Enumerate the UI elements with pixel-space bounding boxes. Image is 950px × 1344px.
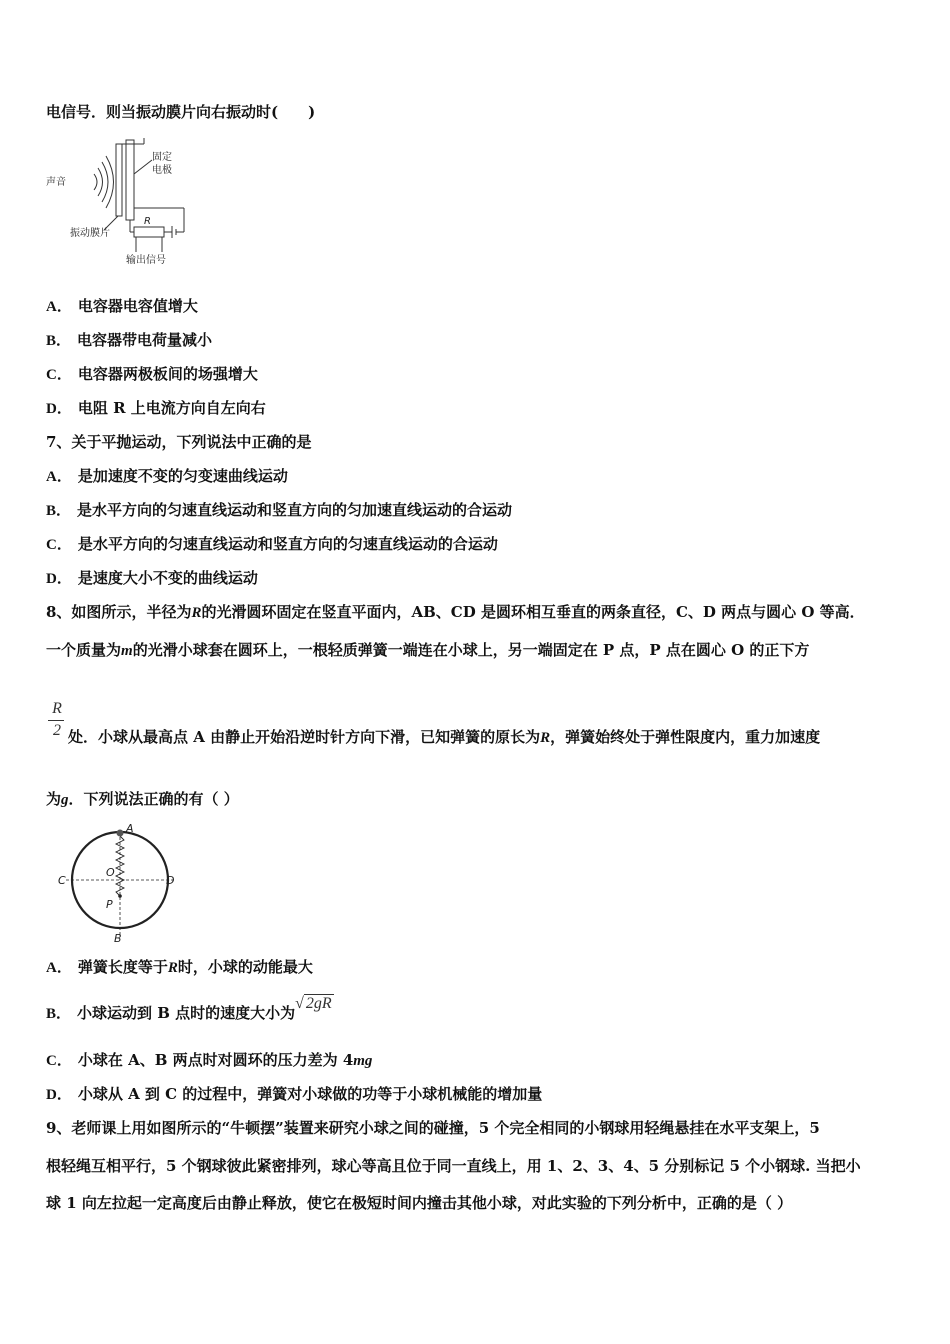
label-membrane: 振动膜片 xyxy=(70,228,110,239)
ring-spring-diagram xyxy=(54,818,188,946)
q8-option-d: D． 小球从 A 到 C 的过程中，弹簧对小球做的功等于小球机械能的增加量 xyxy=(46,1085,543,1103)
label-fixed-1: 固定 xyxy=(152,152,172,163)
q8-option-a: A． 弹簧长度等于R时，小球的动能最大 xyxy=(46,958,313,976)
sqrt-2gr: √ 2gR xyxy=(295,995,332,1012)
label-sound: 声音 xyxy=(46,177,66,188)
q9-stem-line3: 球 1 向左拉起一定高度后由静止释放，使它在极短时间内撞击其他小球，对此实验的下列分析中，正确的是（ ） xyxy=(46,1194,793,1212)
ball-at-a xyxy=(117,830,124,837)
q6-option-a: A． 电容器电容值增大 xyxy=(46,297,198,315)
q7-option-b: B． 是水平方向的匀速直线运动和竖直方向的匀加速直线运动的合运动 xyxy=(46,501,513,519)
q9-stem-line1: 9、老师课上用如图所示的“牛顿摆”装置来研究小球之间的碰撞，5 个完全相同的小钢球用轻绳悬挂在水平支架上，5 xyxy=(46,1119,820,1137)
q8-stem-line1: 8、如图所示，半径为R的光滑圆环固定在竖直平面内，AB、CD 是圆环相互垂直的两条直径，C、D 两点与圆心 O 等高． xyxy=(46,603,865,621)
microphone-diagram xyxy=(44,134,194,270)
q7-option-d: D． 是速度大小不变的曲线运动 xyxy=(46,569,258,587)
label-d: D xyxy=(166,874,175,887)
label-c: C xyxy=(58,874,66,887)
q7-stem: 7、关于平抛运动，下列说法中正确的是 xyxy=(46,433,312,451)
label-o: O xyxy=(106,866,115,879)
label-R: R xyxy=(144,216,151,227)
q6-stem: 电信号．则当振动膜片向右振动时( ) xyxy=(46,103,316,121)
fraction-r-over-2: R 2 xyxy=(46,700,68,740)
label-a: A xyxy=(126,822,134,835)
label-output: 输出信号 xyxy=(126,255,166,266)
q8-option-c: C． 小球在 A、B 两点时对圆环的压力差为 4mg xyxy=(46,1051,373,1069)
q8-stem-line3: 处．小球从最高点 A 由静止开始沿逆时针方向下滑，已知弹簧的原长为R，弹簧始终处于弹性限度内，重力加速度 xyxy=(68,728,821,746)
label-p: P xyxy=(106,898,113,911)
q8-stem-line2: 一个质量为m的光滑小球套在圆环上，一根轻质弹簧一端连在小球上，另一端固定在 P 点，P 点在圆心 O 的正下方 xyxy=(46,641,810,659)
label-fixed-2: 电极 xyxy=(152,165,172,176)
q7-option-c: C． 是水平方向的匀速直线运动和竖直方向的匀速直线运动的合运动 xyxy=(46,535,498,553)
q6-option-b: B． 电容器带电荷量减小 xyxy=(46,331,213,349)
q6-option-c: C． 电容器两极板间的场强增大 xyxy=(46,365,258,383)
q8-option-b: B． 小球运动到 B 点时的速度大小为√ 2gR xyxy=(46,995,332,1022)
q6-option-d: D． 电阻 R 上电流方向自左向右 xyxy=(46,399,266,417)
point-p xyxy=(118,894,122,898)
q8-stem-line4: 为g．下列说法正确的有（ ） xyxy=(46,790,239,808)
q7-option-a: A． 是加速度不变的匀变速曲线运动 xyxy=(46,467,288,485)
q9-stem-line2: 根轻绳互相平行，5 个钢球彼此紧密排列，球心等高且位于同一直线上，用 1、2、3、4、5 分别标记 5 个小钢球. 当把小 xyxy=(46,1157,861,1175)
label-b: B xyxy=(114,932,122,945)
